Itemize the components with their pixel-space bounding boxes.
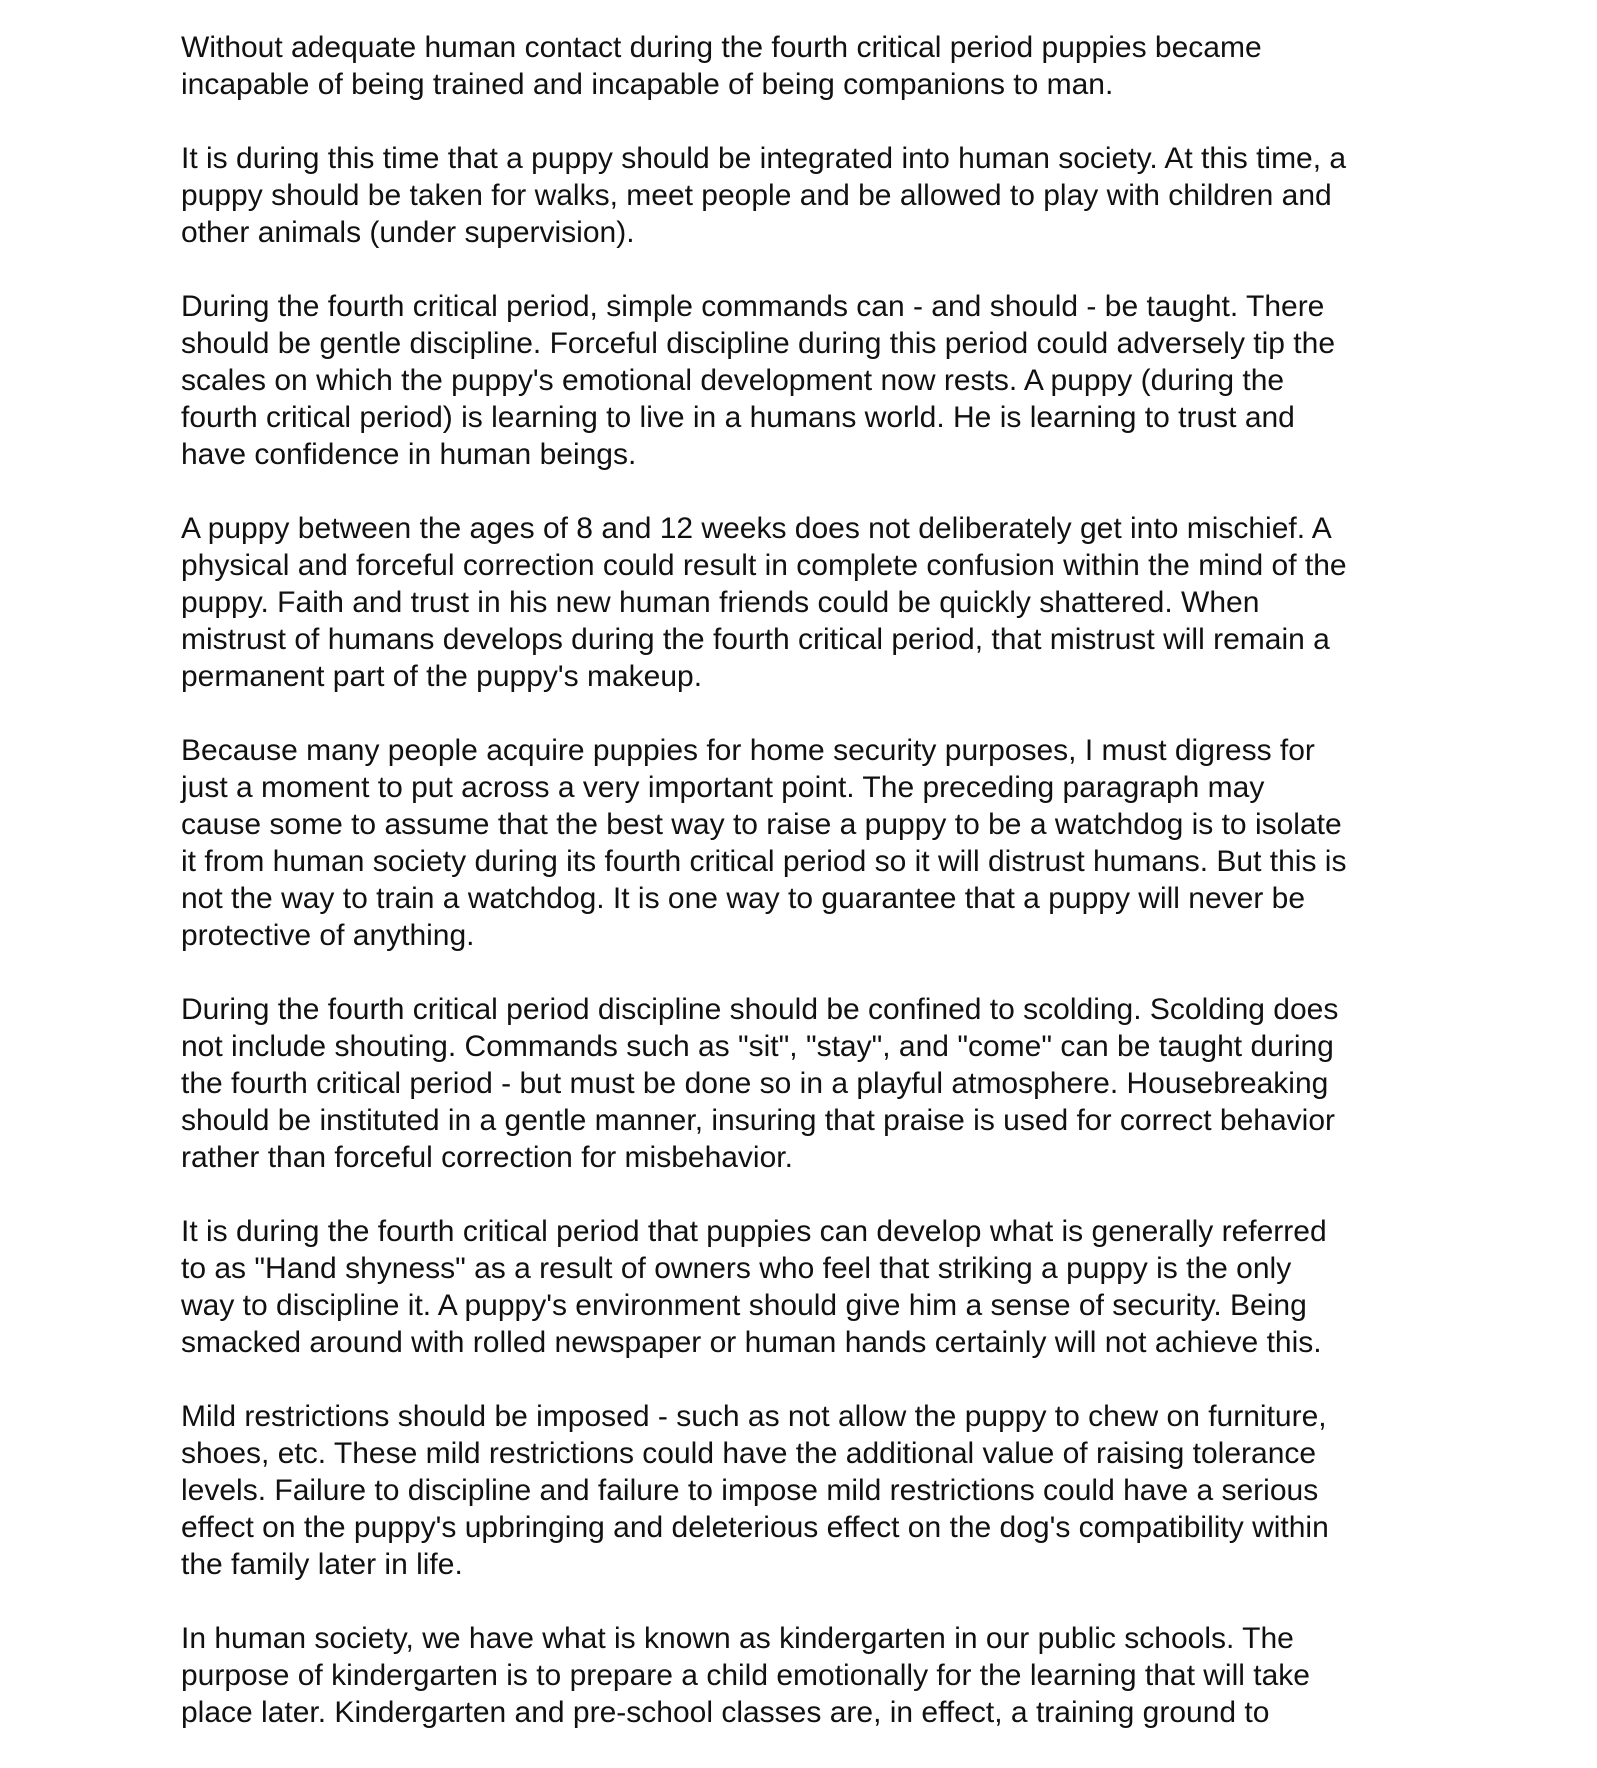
- text-line: the fourth critical period - but must be done so in a playful atmosphere. Housebreaking: [181, 1067, 1329, 1100]
- paragraph-7: [181, 1213, 1481, 1361]
- text-line: puppy. Faith and trust in his new human friends could be quickly shattered. When: [181, 586, 1260, 619]
- text-line: shoes, etc. These mild restrictions could have the additional value of raising tolerance: [181, 1437, 1317, 1470]
- paragraph-5: [181, 732, 1481, 954]
- text-line: not the way to train a watchdog. It is one way to guarantee that a puppy will never be: [181, 882, 1306, 915]
- text-line: effect on the puppy's upbringing and deleterious effect on the dog's compatibility within: [181, 1511, 1329, 1544]
- text-line: way to discipline it. A puppy's environment should give him a sense of security. Being: [181, 1289, 1307, 1322]
- text-line: Because many people acquire puppies for home security purposes, I must digress for: [181, 734, 1315, 767]
- text-line: purpose of kindergarten is to prepare a child emotionally for the learning that will take: [181, 1659, 1310, 1692]
- text-line: mistrust of humans develops during the fourth critical period, that mistrust will remain a: [181, 623, 1330, 656]
- document-body: [181, 29, 1481, 1768]
- text-line: protective of anything.: [181, 919, 475, 952]
- text-line: During the fourth critical period, simple commands can - and should - be taught. There: [181, 290, 1325, 323]
- paragraph-2: [181, 140, 1481, 251]
- text-line: permanent part of the puppy's makeup.: [181, 660, 703, 693]
- text-line: other animals (under supervision).: [181, 216, 635, 249]
- text-line: During the fourth critical period discipline should be confined to scolding. Scolding does: [181, 993, 1339, 1026]
- text-line: In human society, we have what is known as kindergarten in our public schools. The: [181, 1622, 1294, 1655]
- text-line: just a moment to put across a very important point. The preceding paragraph may: [181, 771, 1265, 804]
- text-line: the family later in life.: [181, 1548, 463, 1581]
- text-line: it from human society during its fourth critical period so it will distrust humans. But this is: [181, 845, 1347, 878]
- text-line: scales on which the puppy's emotional development now rests. A puppy (during the: [181, 364, 1285, 397]
- text-line: physical and forceful correction could result in complete confusion within the mind of the: [181, 549, 1347, 582]
- text-line: levels. Failure to discipline and failure to impose mild restrictions could have a serious: [181, 1474, 1319, 1507]
- paragraph-8: [181, 1398, 1481, 1583]
- text-line: Mild restrictions should be imposed - such as not allow the puppy to chew on furniture,: [181, 1400, 1327, 1433]
- text-line: Without adequate human contact during the fourth critical period puppies became: [181, 31, 1262, 64]
- paragraph-6: [181, 991, 1481, 1176]
- paragraph-4: [181, 510, 1481, 695]
- text-line: rather than forceful correction for misbehavior.: [181, 1141, 793, 1174]
- text-line: have confidence in human beings.: [181, 438, 637, 471]
- text-line: not include shouting. Commands such as "sit", "stay", and "come" can be taught during: [181, 1030, 1334, 1063]
- text-line: cause some to assume that the best way to raise a puppy to be a watchdog is to isolate: [181, 808, 1342, 841]
- text-line: place later. Kindergarten and pre-school classes are, in effect, a training ground to: [181, 1696, 1270, 1729]
- text-line: puppy should be taken for walks, meet people and be allowed to play with children and: [181, 179, 1332, 212]
- text-line: should be instituted in a gentle manner, insuring that praise is used for correct behavior: [181, 1104, 1336, 1137]
- text-line: should be gentle discipline. Forceful discipline during this period could adversely tip the: [181, 327, 1336, 360]
- paragraph-9: [181, 1620, 1481, 1731]
- text-line: smacked around with rolled newspaper or human hands certainly will not achieve this.: [181, 1326, 1322, 1359]
- text-line: It is during this time that a puppy should be integrated into human society. At this time, a: [181, 142, 1347, 175]
- text-line: incapable of being trained and incapable of being companions to man.: [181, 68, 1114, 101]
- text-line: A puppy between the ages of 8 and 12 weeks does not deliberately get into mischief. A: [181, 512, 1332, 545]
- paragraph-1: [181, 29, 1481, 103]
- text-line: to as "Hand shyness" as a result of owners who feel that striking a puppy is the only: [181, 1252, 1292, 1285]
- text-line: It is during the fourth critical period that puppies can develop what is generally referred: [181, 1215, 1327, 1248]
- paragraph-3: [181, 288, 1481, 473]
- text-line: fourth critical period) is learning to live in a humans world. He is learning to trust and: [181, 401, 1295, 434]
